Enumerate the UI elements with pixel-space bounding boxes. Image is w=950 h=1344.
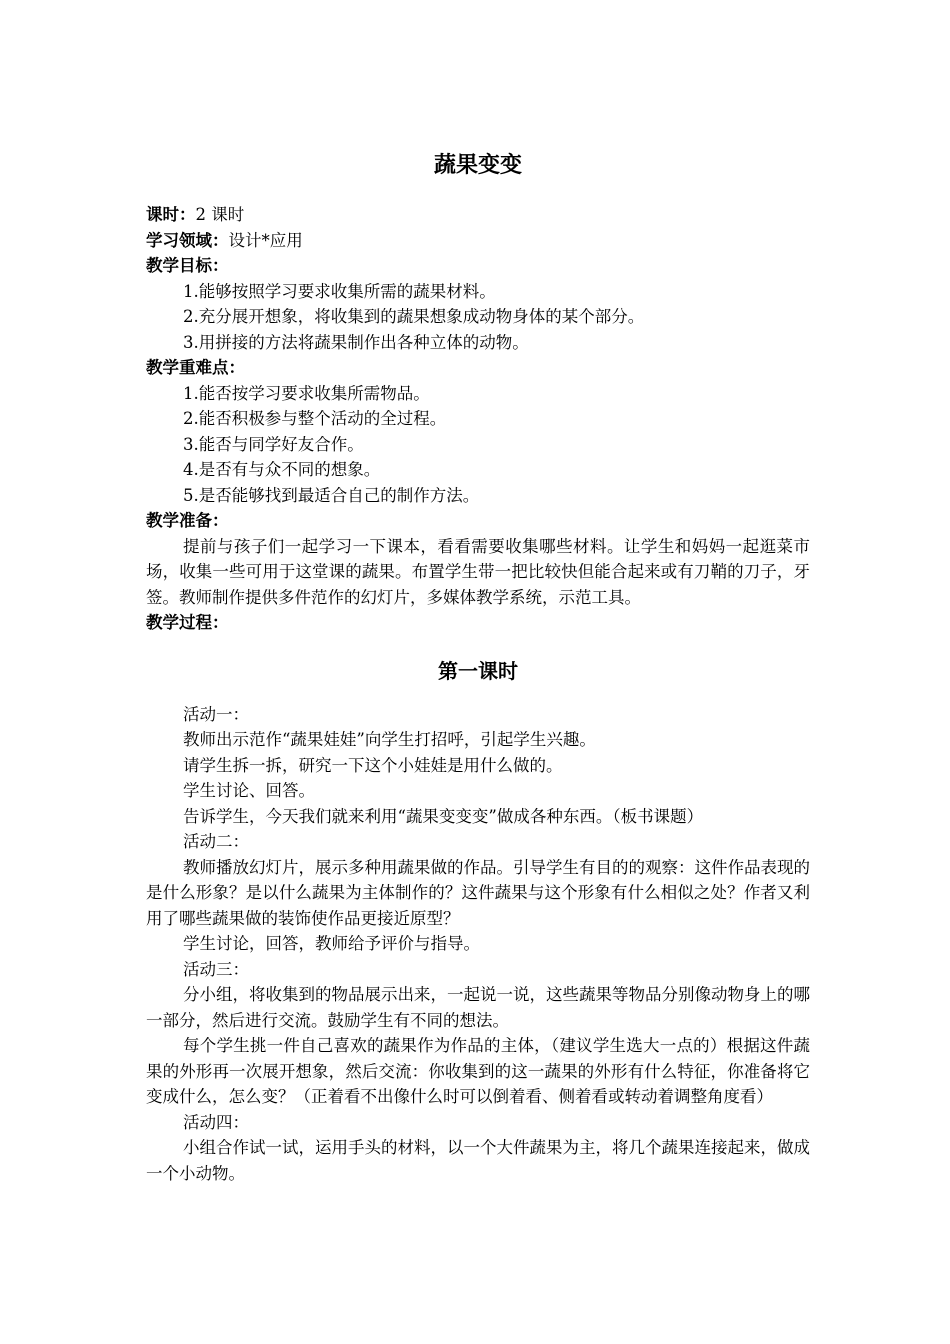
document-content: [146, 146, 810, 1186]
key-point-item: 4.是否有与众不同的想象。: [183, 460, 381, 479]
hours-line: [146, 202, 810, 228]
key-point-item: 1.能否按学习要求收集所需物品。: [183, 383, 430, 403]
lesson-paragraph: 教师出示范作“蔬果娃娃”向学生打招呼，引起学生兴趣。: [183, 730, 596, 749]
lesson-paragraph: 教师播放幻灯片，展示多种用蔬果做的作品。引导学生有目的的观察：这件作品表现的是什么形象？是以什么蔬果为主体制作的？这件蔬果与这个形象有什么相似之处？作者又利用了哪些蔬果做的装饰使作品更接近原型？: [146, 857, 810, 928]
key-point-item: 2.能否积极参与整个活动的全过程。: [183, 409, 447, 428]
domain-line: [146, 228, 810, 254]
lesson-paragraph: 活动二：: [183, 832, 249, 851]
lesson-paragraph: 活动四：: [183, 1112, 249, 1132]
key-point-item: 3.能否与同学好友合作。: [183, 434, 364, 454]
lesson-paragraph: 分小组，将收集到的物品展示出来，一起说一说，这些蔬果等物品分别像动物身上的哪一部分，然后进行交流。鼓励学生有不同的想法。: [146, 985, 810, 1030]
lesson-paragraph: 学生讨论、回答。: [183, 781, 315, 800]
preparation-text: 提前与孩子们一起学习一下课本，看看需要收集哪些材料。让学生和妈妈一起逛菜市场，收集一些可用于这堂课的蔬果。布置学生带一把比较快但能合起来或有刀鞘的刀子，牙签。教师制作提供多件范作的幻灯片，多媒体教学系统，示范工具。: [146, 536, 810, 607]
lesson-paragraph: 告诉学生，今天我们就来利用“蔬果变变变”做成各种东西。（板书课题）: [183, 806, 704, 826]
hours-label: 课时：: [146, 205, 196, 224]
lesson-title: 第一课时: [438, 658, 518, 683]
domain-label: 学习领域：: [146, 230, 229, 250]
preparation-heading: 教学准备：: [146, 511, 229, 530]
lesson-paragraph: 活动一：: [183, 704, 249, 724]
domain-value: 设计*应用: [228, 230, 303, 250]
objectives-heading: 教学目标：: [146, 256, 229, 275]
objective-item: 1.能够按照学习要求收集所需的蔬果材料。: [183, 281, 496, 301]
lesson-paragraph: 请学生拆一拆，研究一下这个小娃娃是用什么做的。: [183, 755, 563, 775]
process-heading: 教学过程：: [146, 613, 229, 632]
objective-item: 2.充分展开想象，将收集到的蔬果想象成动物身体的某个部分。: [183, 307, 645, 326]
objective-item: 3.用拼接的方法将蔬果制作出各种立体的动物。: [183, 332, 529, 352]
page-title: 蔬果变变: [433, 153, 522, 178]
lesson-paragraph: 活动三：: [183, 959, 249, 979]
lesson-paragraph: 小组合作试一试，运用手头的材料，以一个大件蔬果为主，将几个蔬果连接起来，做成一个小动物。: [146, 1138, 810, 1183]
lesson-paragraph: 每个学生挑一件自己喜欢的蔬果作为作品的主体，（建议学生选大一点的）根据这件蔬果的外形再一次展开想象，然后交流：你收集到的这一蔬果的外形有什么特征，你准备将它变成什么，怎么变？（正着看不出像什么时可以倒着看、侧着看或转动着调整角度看）: [146, 1036, 810, 1106]
key-points-heading: 教学重难点：: [146, 358, 245, 377]
hours-value: 2 课时: [195, 205, 245, 224]
lesson-paragraph: 学生讨论，回答，教师给予评价与指导。: [183, 934, 480, 953]
key-point-item: 5.是否能够找到最适合自己的制作方法。: [183, 485, 480, 505]
